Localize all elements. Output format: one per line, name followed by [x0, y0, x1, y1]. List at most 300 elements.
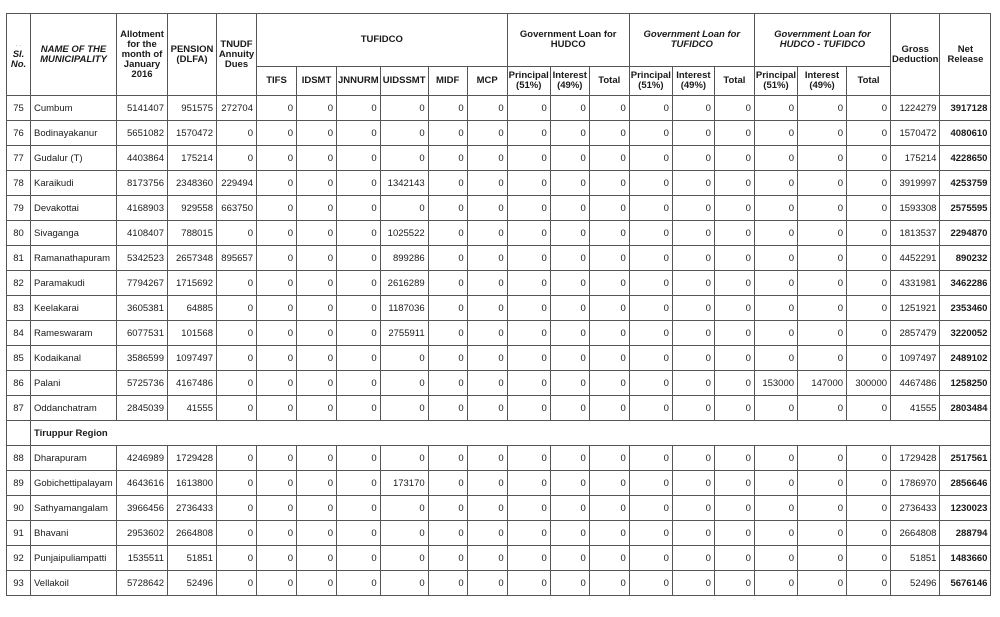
value-cell: 0: [589, 121, 629, 146]
value-cell: 0: [380, 446, 428, 471]
value-cell: 0: [297, 296, 337, 321]
table-row: [7, 321, 991, 346]
header-mcp: MCP: [467, 67, 507, 96]
value-cell: 0: [672, 121, 714, 146]
value-cell: 0: [754, 221, 797, 246]
header-municipality: NAME OF THE MUNICIPALITY: [31, 14, 117, 96]
table-row: [7, 96, 991, 121]
value-cell: 4331981: [891, 271, 940, 296]
region-label: Tiruppur Region: [31, 421, 991, 446]
value-cell: 0: [672, 221, 714, 246]
table-row: [7, 146, 991, 171]
value-cell: 0: [550, 121, 589, 146]
header-uidssmt: UIDSSMT: [380, 67, 428, 96]
municipality-name-cell: Palani: [31, 371, 117, 396]
value-cell: 175214: [168, 146, 217, 171]
net-release-cell: 2353460: [940, 296, 991, 321]
value-cell: 0: [428, 221, 467, 246]
value-cell: 0: [714, 196, 754, 221]
value-cell: 0: [754, 246, 797, 271]
value-cell: 41555: [891, 396, 940, 421]
value-cell: 0: [337, 121, 381, 146]
value-cell: 0: [550, 296, 589, 321]
value-cell: 0: [467, 171, 507, 196]
net-release-cell: 2856646: [940, 471, 991, 496]
net-release-cell: 3220052: [940, 321, 991, 346]
value-cell: 0: [337, 321, 381, 346]
value-cell: 0: [428, 496, 467, 521]
header-ht-principal: Principal (51%): [754, 67, 797, 96]
value-cell: 0: [589, 571, 629, 596]
value-cell: 0: [714, 171, 754, 196]
value-cell: 0: [714, 346, 754, 371]
value-cell: 2736433: [891, 496, 940, 521]
value-cell: 0: [754, 121, 797, 146]
value-cell: 0: [467, 571, 507, 596]
value-cell: 0: [629, 471, 672, 496]
value-cell: 0: [847, 271, 891, 296]
value-cell: 0: [507, 96, 550, 121]
value-cell: 0: [217, 121, 257, 146]
value-cell: 0: [714, 121, 754, 146]
value-cell: 4467486: [891, 371, 940, 396]
value-cell: 41555: [168, 396, 217, 421]
value-cell: 0: [798, 471, 847, 496]
table-row: [7, 121, 991, 146]
sl-cell: 81: [7, 246, 31, 271]
value-cell: 0: [337, 171, 381, 196]
value-cell: 0: [714, 521, 754, 546]
table-row: [7, 271, 991, 296]
value-cell: 0: [380, 546, 428, 571]
municipality-name-cell: Vellakoil: [31, 571, 117, 596]
value-cell: 0: [217, 546, 257, 571]
value-cell: 0: [507, 196, 550, 221]
value-cell: 5725736: [117, 371, 168, 396]
sl-cell: 90: [7, 496, 31, 521]
value-cell: 0: [589, 221, 629, 246]
value-cell: 0: [798, 96, 847, 121]
value-cell: 1224279: [891, 96, 940, 121]
value-cell: 0: [507, 571, 550, 596]
value-cell: 0: [754, 546, 797, 571]
value-cell: 0: [257, 321, 297, 346]
value-cell: 0: [847, 396, 891, 421]
value-cell: 2348360: [168, 171, 217, 196]
value-cell: 1025522: [380, 221, 428, 246]
value-cell: 0: [428, 171, 467, 196]
value-cell: 1535511: [117, 546, 168, 571]
header-tufidco-interest: Interest (49%): [672, 67, 714, 96]
value-cell: 0: [428, 271, 467, 296]
value-cell: 0: [714, 471, 754, 496]
municipality-name-cell: Bodinayakanur: [31, 121, 117, 146]
value-cell: 0: [714, 546, 754, 571]
value-cell: 0: [297, 546, 337, 571]
value-cell: 4403864: [117, 146, 168, 171]
header-idsmt: IDSMT: [297, 67, 337, 96]
value-cell: 0: [467, 121, 507, 146]
value-cell: 0: [714, 446, 754, 471]
table-row: [7, 471, 991, 496]
header-pension: PENSION (DLFA): [168, 14, 217, 96]
value-cell: 0: [798, 171, 847, 196]
value-cell: 663750: [217, 196, 257, 221]
header-hudco-tufidco: Government Loan for HUDCO - TUFIDCO: [754, 14, 890, 67]
value-cell: 5651082: [117, 121, 168, 146]
value-cell: 0: [589, 296, 629, 321]
value-cell: 0: [550, 571, 589, 596]
value-cell: 0: [629, 521, 672, 546]
value-cell: 0: [428, 121, 467, 146]
value-cell: 0: [550, 371, 589, 396]
value-cell: 0: [754, 346, 797, 371]
sl-cell: 85: [7, 346, 31, 371]
net-release-cell: 2803484: [940, 396, 991, 421]
value-cell: 0: [380, 571, 428, 596]
value-cell: 1786970: [891, 471, 940, 496]
sl-cell: 91: [7, 521, 31, 546]
value-cell: 0: [428, 446, 467, 471]
value-cell: 1097497: [891, 346, 940, 371]
municipality-name-cell: Gobichettipalayam: [31, 471, 117, 496]
value-cell: 0: [217, 471, 257, 496]
value-cell: 951575: [168, 96, 217, 121]
value-cell: 0: [217, 496, 257, 521]
value-cell: 0: [798, 121, 847, 146]
value-cell: 4167486: [168, 371, 217, 396]
value-cell: 0: [467, 221, 507, 246]
sl-cell: 79: [7, 196, 31, 221]
value-cell: 0: [257, 271, 297, 296]
value-cell: 0: [798, 196, 847, 221]
value-cell: 0: [672, 246, 714, 271]
value-cell: 0: [217, 321, 257, 346]
value-cell: 0: [257, 521, 297, 546]
value-cell: 0: [297, 471, 337, 496]
value-cell: 0: [380, 496, 428, 521]
value-cell: 0: [754, 321, 797, 346]
value-cell: 0: [672, 446, 714, 471]
header-hudco-interest: Interest (49%): [550, 67, 589, 96]
header-tufidco-principal: Principal (51%): [629, 67, 672, 96]
value-cell: 0: [550, 396, 589, 421]
value-cell: 0: [589, 96, 629, 121]
value-cell: 0: [297, 246, 337, 271]
value-cell: 0: [714, 96, 754, 121]
value-cell: 0: [550, 546, 589, 571]
net-release-cell: 3917128: [940, 96, 991, 121]
net-release-cell: 2294870: [940, 221, 991, 246]
value-cell: 1813537: [891, 221, 940, 246]
table-row: [7, 246, 991, 271]
value-cell: 0: [847, 496, 891, 521]
value-cell: 52496: [891, 571, 940, 596]
value-cell: 0: [589, 446, 629, 471]
value-cell: 0: [467, 521, 507, 546]
value-cell: 0: [337, 371, 381, 396]
value-cell: 0: [428, 546, 467, 571]
value-cell: 0: [507, 371, 550, 396]
value-cell: 0: [257, 396, 297, 421]
value-cell: 0: [507, 171, 550, 196]
value-cell: 0: [297, 271, 337, 296]
value-cell: 4246989: [117, 446, 168, 471]
value-cell: 0: [672, 471, 714, 496]
value-cell: 0: [337, 196, 381, 221]
value-cell: 1593308: [891, 196, 940, 221]
value-cell: 0: [428, 571, 467, 596]
sl-cell: 77: [7, 146, 31, 171]
sl-cell: 89: [7, 471, 31, 496]
value-cell: 0: [798, 321, 847, 346]
value-cell: 7794267: [117, 271, 168, 296]
value-cell: 0: [550, 96, 589, 121]
sl-cell: 82: [7, 271, 31, 296]
net-release-cell: 4228650: [940, 146, 991, 171]
municipality-name-cell: Oddanchatram: [31, 396, 117, 421]
value-cell: 0: [847, 571, 891, 596]
value-cell: 0: [550, 246, 589, 271]
net-release-cell: 1230023: [940, 496, 991, 521]
value-cell: 0: [380, 146, 428, 171]
value-cell: 0: [847, 146, 891, 171]
value-cell: 0: [847, 246, 891, 271]
value-cell: 0: [467, 246, 507, 271]
value-cell: 0: [297, 396, 337, 421]
value-cell: 2616289: [380, 271, 428, 296]
value-cell: 0: [507, 346, 550, 371]
value-cell: 0: [337, 221, 381, 246]
header-tufidco-total: Total: [714, 67, 754, 96]
value-cell: 0: [297, 446, 337, 471]
value-cell: 0: [257, 246, 297, 271]
value-cell: 0: [550, 171, 589, 196]
value-cell: 0: [629, 121, 672, 146]
header-allotment: Allotment for the month of January 2016: [117, 14, 168, 96]
value-cell: 0: [257, 196, 297, 221]
value-cell: 0: [798, 296, 847, 321]
header-tufidco-loan: Government Loan for TUFIDCO: [629, 14, 754, 67]
value-cell: 0: [847, 296, 891, 321]
value-cell: 0: [297, 371, 337, 396]
value-cell: 0: [380, 521, 428, 546]
value-cell: 0: [629, 221, 672, 246]
value-cell: 0: [714, 221, 754, 246]
net-release-cell: 5676146: [940, 571, 991, 596]
value-cell: 1187036: [380, 296, 428, 321]
value-cell: 0: [337, 296, 381, 321]
municipality-name-cell: Sathyamangalam: [31, 496, 117, 521]
value-cell: 51851: [891, 546, 940, 571]
value-cell: 101568: [168, 321, 217, 346]
table-row: [7, 371, 991, 396]
municipality-name-cell: Keelakarai: [31, 296, 117, 321]
municipality-name-cell: Devakottai: [31, 196, 117, 221]
value-cell: 0: [217, 396, 257, 421]
sl-cell: 88: [7, 446, 31, 471]
value-cell: 0: [428, 521, 467, 546]
value-cell: 0: [550, 471, 589, 496]
value-cell: 0: [257, 346, 297, 371]
value-cell: 0: [507, 446, 550, 471]
value-cell: 0: [257, 296, 297, 321]
value-cell: 0: [629, 246, 672, 271]
value-cell: 0: [428, 346, 467, 371]
value-cell: 0: [428, 471, 467, 496]
header-sl-text: Sl. No.: [10, 49, 27, 70]
value-cell: 0: [217, 446, 257, 471]
value-cell: 0: [798, 571, 847, 596]
value-cell: 0: [672, 171, 714, 196]
header-ht-interest: Interest (49%): [798, 67, 847, 96]
value-cell: 0: [467, 196, 507, 221]
value-cell: 0: [847, 521, 891, 546]
value-cell: 0: [467, 271, 507, 296]
net-release-cell: 1258250: [940, 371, 991, 396]
value-cell: 0: [467, 471, 507, 496]
value-cell: 0: [754, 396, 797, 421]
value-cell: 0: [798, 146, 847, 171]
value-cell: 0: [672, 296, 714, 321]
value-cell: 0: [754, 171, 797, 196]
value-cell: 0: [714, 371, 754, 396]
value-cell: 0: [589, 246, 629, 271]
value-cell: 3605381: [117, 296, 168, 321]
value-cell: 5141407: [117, 96, 168, 121]
value-cell: 1729428: [168, 446, 217, 471]
value-cell: 1570472: [891, 121, 940, 146]
value-cell: 0: [754, 496, 797, 521]
sl-cell: 78: [7, 171, 31, 196]
value-cell: 0: [672, 321, 714, 346]
value-cell: 0: [337, 571, 381, 596]
value-cell: 0: [798, 346, 847, 371]
value-cell: 0: [847, 321, 891, 346]
value-cell: 0: [428, 296, 467, 321]
value-cell: 0: [754, 571, 797, 596]
value-cell: 0: [550, 321, 589, 346]
value-cell: 0: [629, 196, 672, 221]
value-cell: 64885: [168, 296, 217, 321]
value-cell: 0: [380, 346, 428, 371]
value-cell: 0: [714, 246, 754, 271]
value-cell: 0: [589, 546, 629, 571]
value-cell: 0: [629, 571, 672, 596]
value-cell: 300000: [847, 371, 891, 396]
value-cell: 0: [337, 546, 381, 571]
value-cell: 0: [550, 446, 589, 471]
sl-cell: 83: [7, 296, 31, 321]
value-cell: 0: [257, 121, 297, 146]
value-cell: 0: [297, 221, 337, 246]
value-cell: 0: [297, 171, 337, 196]
value-cell: 0: [798, 446, 847, 471]
value-cell: 0: [629, 496, 672, 521]
value-cell: 0: [714, 396, 754, 421]
net-release-cell: 1483660: [940, 546, 991, 571]
net-release-cell: 4253759: [940, 171, 991, 196]
table-row: [7, 346, 991, 371]
value-cell: 4108407: [117, 221, 168, 246]
value-cell: 0: [798, 271, 847, 296]
value-cell: 2953602: [117, 521, 168, 546]
table-row: [7, 521, 991, 546]
value-cell: 0: [754, 271, 797, 296]
value-cell: 0: [297, 571, 337, 596]
value-cell: 0: [507, 246, 550, 271]
sl-cell: 86: [7, 371, 31, 396]
value-cell: 0: [507, 146, 550, 171]
table-row: [7, 196, 991, 221]
value-cell: 0: [629, 446, 672, 471]
value-cell: 0: [507, 496, 550, 521]
value-cell: 0: [217, 521, 257, 546]
value-cell: 0: [672, 571, 714, 596]
value-cell: 0: [847, 96, 891, 121]
value-cell: 0: [847, 546, 891, 571]
net-release-cell: 288794: [940, 521, 991, 546]
value-cell: 0: [550, 221, 589, 246]
value-cell: 0: [297, 121, 337, 146]
value-cell: 1715692: [168, 271, 217, 296]
net-release-cell: 2489102: [940, 346, 991, 371]
value-cell: 0: [672, 496, 714, 521]
sl-cell: 76: [7, 121, 31, 146]
value-cell: 0: [672, 371, 714, 396]
value-cell: 0: [754, 96, 797, 121]
header-hudco-principal: Principal (51%): [507, 67, 550, 96]
value-cell: 0: [798, 521, 847, 546]
value-cell: 0: [847, 446, 891, 471]
value-cell: 51851: [168, 546, 217, 571]
value-cell: 0: [257, 96, 297, 121]
value-cell: 0: [507, 546, 550, 571]
value-cell: 0: [629, 371, 672, 396]
value-cell: 0: [297, 321, 337, 346]
header-hudco: Government Loan for HUDCO: [507, 14, 629, 67]
value-cell: 0: [337, 146, 381, 171]
value-cell: 229494: [217, 171, 257, 196]
value-cell: 1570472: [168, 121, 217, 146]
value-cell: 0: [380, 96, 428, 121]
value-cell: 0: [467, 396, 507, 421]
value-cell: 0: [550, 346, 589, 371]
value-cell: 2755911: [380, 321, 428, 346]
value-cell: 0: [217, 221, 257, 246]
value-cell: 0: [217, 271, 257, 296]
header-sl: [7, 14, 31, 96]
value-cell: 0: [380, 396, 428, 421]
municipality-name-cell: Dharapuram: [31, 446, 117, 471]
value-cell: 0: [257, 221, 297, 246]
value-cell: 147000: [798, 371, 847, 396]
value-cell: 173170: [380, 471, 428, 496]
value-cell: 0: [337, 446, 381, 471]
value-cell: 4643616: [117, 471, 168, 496]
value-cell: 6077531: [117, 321, 168, 346]
municipality-name-cell: Sivaganga: [31, 221, 117, 246]
value-cell: 0: [297, 521, 337, 546]
value-cell: 3966456: [117, 496, 168, 521]
value-cell: 0: [589, 146, 629, 171]
value-cell: 0: [217, 146, 257, 171]
table-row: [7, 296, 991, 321]
value-cell: 0: [589, 471, 629, 496]
value-cell: 0: [629, 146, 672, 171]
value-cell: 2657348: [168, 246, 217, 271]
value-cell: 153000: [754, 371, 797, 396]
